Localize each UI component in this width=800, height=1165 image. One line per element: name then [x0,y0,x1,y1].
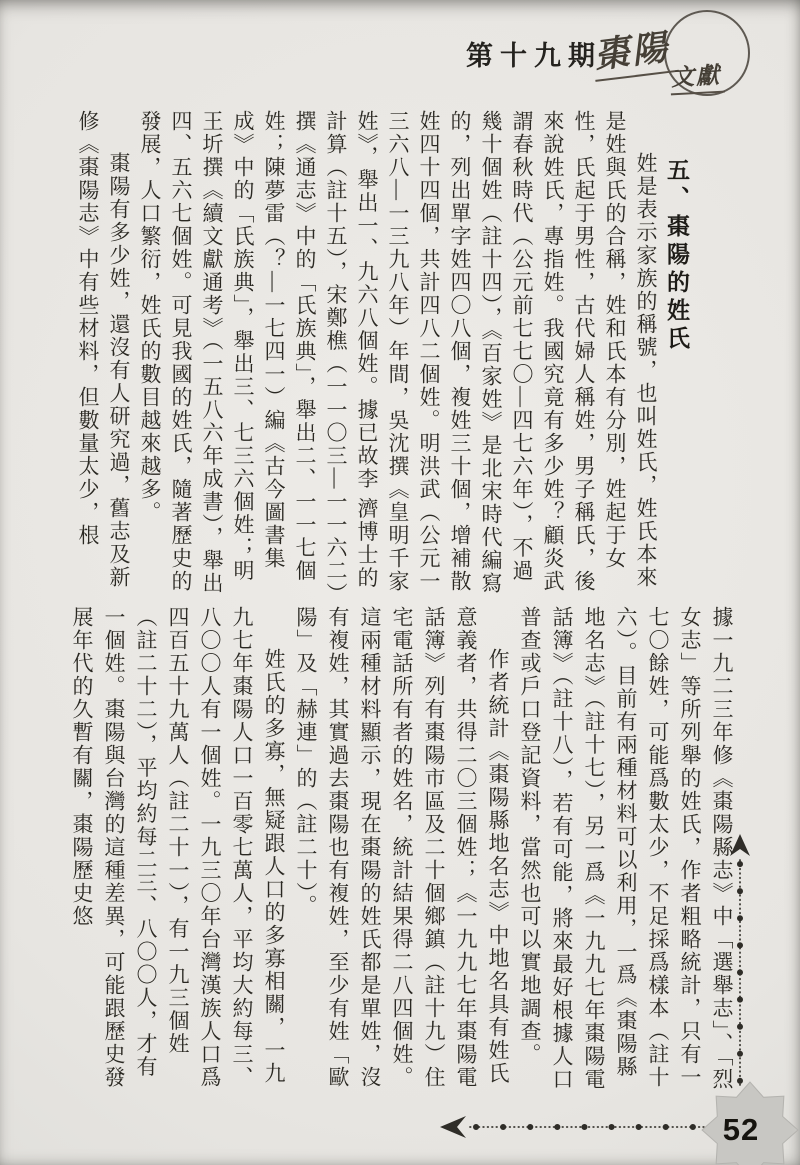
page-number: 52 [722,1112,760,1147]
logo-title-bottom: 文獻 [669,57,725,96]
up-arrow-icon [726,834,754,1090]
journal-logo [588,6,768,102]
paragraph: 姓氏的多寡，無疑跟人口的多寡相關，一九九七年棗陽人口一百零七萬人，平均大約每三、八〇〇人有一個姓。一九三〇年台灣漢族人口爲四百五十九萬人（註二十一），有一九三個姓（註二十二），平均約每二三、八〇〇人，才有一個姓。棗陽與台灣的這種差異，可能跟歷史發展年代的久暫有關，棗陽歷史悠 [70,606,286,1089]
text-block-top [30,110,692,596]
logo-title-top: 棗陽 [589,19,679,82]
paragraph: 姓是表示家族的稱號，也叫姓氏，姓氏本來是姓與氏的合稱，姓和氏本有分別，姓起于女性，氏起于男性，古代婦人稱姓，男子稱氏，後來說姓氏，專指姓。我國究竟有多少姓？顧炎武謂春秋時代（公元前七七〇—四七六年），不過幾十個姓（註十四），《百家姓》是北宋時代編寫的，列出單字姓四〇八個，複姓三十個，增補散姓四十四個，共計四八二個姓。明洪武（公元一三六八—一三九八年）年間，吳沈撰《皇明千家姓》，舉出一、九六八個姓。據已故李 濟博士的計算（註十五），宋鄭樵（一一〇三—一一六二）撰《通志》中的「氏族典」，舉出二、一一七個姓；陳夢雷（？—一七四一）編《古今圖書集成》中的「氏族典」，舉出三、七三六個姓；明王圻撰《續文獻通考》（一五八六年成書），舉出四、五六七個姓。可見我國的姓氏，隨著歷史的發展，人口繁衍，姓氏的數目越來越多。 [138,110,658,595]
section-title: 五、棗陽的姓氏 [664,158,689,354]
paragraph: 棗陽有多少姓，還沒有人研究過，舊志及新修《棗陽志》中有些材料，但數量太少，根 [76,110,131,589]
issue-label: 第十九期 [466,41,602,71]
left-arrow-icon [440,1112,712,1142]
page-number-badge [700,1080,800,1165]
paragraph: 作者統計《棗陽縣地名志》中地名具有姓氏意義者，共得二〇三個姓；《一九九七年棗陽電話簿》列有棗陽市區及二十個鄉鎮（註十九）住宅電話所有者的姓名，統計結果得二八四個姓。這兩種材料顯示，現在棗陽的姓氏都是單姓，沒有複姓，其實過去棗陽也有複姓，至少有姓「歐陽」及「赫連」的（註二十）。 [294,606,510,1089]
text-block-bottom [22,606,738,1092]
paragraph: 據一九二三年修《棗陽縣志》中「選舉志」、「烈女志」等所列舉的姓氏，作者粗略統計，只有一七〇餘姓，可能爲數太少，不足採爲樣本（註十六）。目前有兩種材料可以利用，一爲《棗陽縣地名志》（註十七），另一爲《一九九七年棗陽電話簿》（註十八），若有可能，將來最好根據人口普查或戶口登記資料，當然也可以實地調查。 [518,606,734,1091]
